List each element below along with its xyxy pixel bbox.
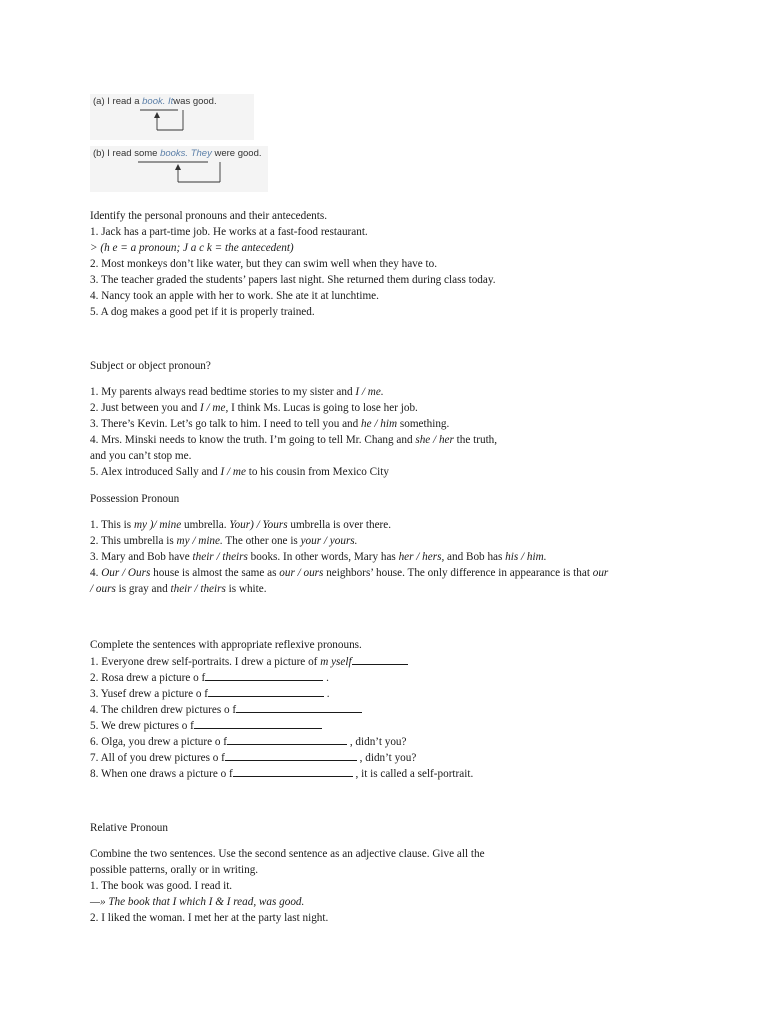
personal-question-5: 5. A dog makes a good pet if it is properly trained. bbox=[90, 306, 315, 318]
reflexive-question-1: 1. Everyone drew self-portraits. I drew a picture of m yself bbox=[90, 655, 408, 669]
answer-blank-3[interactable] bbox=[208, 687, 324, 697]
personal-example: > (h e = a pronoun; J a c k = the antecedent) bbox=[90, 242, 294, 254]
figure-a-pronoun: It bbox=[168, 96, 174, 107]
reflexive-question-4: 4. The children drew pictures o f bbox=[90, 703, 362, 717]
figure-a-sentence: (a) I read a book. Itwas good. bbox=[93, 96, 217, 107]
relative-heading: Relative Pronoun bbox=[90, 822, 168, 834]
reflexive-question-8: 8. When one draws a picture o f , it is called a self-portrait. bbox=[90, 768, 474, 780]
subject-object-question-5: 5. Alex introduced Sally and I / me to his cousin from Mexico City bbox=[90, 466, 389, 478]
figure-b-sentence: (b) I read some books. They were good. bbox=[93, 148, 262, 159]
possession-question-1: 1. This is my )/ mine umbrella. Your) / Yours umbrella is over there. bbox=[90, 519, 392, 531]
figure-a-label: (a) bbox=[93, 96, 105, 107]
relative-intro-1: Combine the two sentences. Use the second sentence as an adjective clause. Give all the bbox=[90, 848, 485, 860]
possession-question-3: 3. Mary and Bob have their / theirs books. In other words, Mary has her / hers, and Bob has his / him. bbox=[90, 551, 547, 563]
subject-object-question-4: 4. Mrs. Minski needs to know the truth. I’m going to tell Mr. Chang and she / her the truth, bbox=[90, 434, 498, 446]
figure-b-antecedent: books. bbox=[160, 148, 189, 159]
figure-a bbox=[90, 94, 254, 140]
relative-question-1: 1. The book was good. I read it. bbox=[90, 880, 233, 892]
possession-question-4-cont: / ours is gray and their / theirs is white. bbox=[90, 583, 267, 595]
answer-blank-2[interactable] bbox=[205, 671, 323, 681]
personal-question-3: 3. The teacher graded the students’ papers last night. She returned them during class today. bbox=[90, 274, 496, 286]
personal-question-1: 1. Jack has a part-time job. He works at a fast-food restaurant. bbox=[90, 226, 368, 238]
possession-question-4: 4. Our / Ours house is almost the same as our / ours neighbors’ house. The only difference in appearance is that our bbox=[90, 567, 609, 579]
answer-blank-6[interactable] bbox=[227, 735, 347, 745]
reflexive-answer-1: m yself bbox=[320, 656, 352, 668]
answer-blank-1[interactable] bbox=[352, 655, 408, 665]
reflexive-question-5: 5. We drew pictures o f bbox=[90, 719, 322, 733]
personal-heading: Identify the personal pronouns and their antecedents. bbox=[90, 210, 328, 222]
reflexive-question-2: 2. Rosa drew a picture o f . bbox=[90, 672, 329, 684]
answer-blank-4[interactable] bbox=[236, 703, 362, 713]
relative-answer-1: —» The book that I which I & I read, was good. bbox=[90, 896, 305, 908]
reflexive-question-3: 3. Yusef drew a picture o f . bbox=[90, 688, 330, 700]
possession-heading: Possession Pronoun bbox=[90, 493, 180, 505]
reflexive-question-6: 6. Olga, you drew a picture o f , didn’t you? bbox=[90, 736, 407, 748]
reflexive-question-7: 7. All of you drew pictures o f , didn’t you? bbox=[90, 752, 417, 764]
personal-question-2: 2. Most monkeys don’t like water, but they can swim well when they have to. bbox=[90, 258, 438, 270]
figure-b-pronoun: They bbox=[190, 148, 212, 159]
figure-b-arrow bbox=[90, 146, 268, 192]
answer-blank-7[interactable] bbox=[225, 751, 357, 761]
subject-object-question-1: 1. My parents always read bedtime stories to my sister and I / me. bbox=[90, 386, 384, 398]
subject-object-question-4-cont: and you can’t stop me. bbox=[90, 450, 192, 462]
subject-object-heading: Subject or object pronoun? bbox=[90, 360, 211, 372]
figure-a-arrow bbox=[90, 94, 254, 140]
subject-object-question-2: 2. Just between you and I / me, I think Ms. Lucas is going to lose her job. bbox=[90, 402, 418, 414]
subject-object-question-3: 3. There’s Kevin. Let’s go talk to him. I need to tell you and he / him something. bbox=[90, 418, 450, 430]
answer-blank-8[interactable] bbox=[233, 767, 353, 777]
relative-intro-2: possible patterns, orally or in writing. bbox=[90, 864, 259, 876]
figure-b bbox=[90, 146, 268, 192]
relative-question-2: 2. I liked the woman. I met her at the party last night. bbox=[90, 912, 329, 924]
figure-b-label: (b) bbox=[93, 148, 105, 159]
figure-a-antecedent: book. bbox=[142, 96, 166, 107]
answer-blank-5[interactable] bbox=[194, 719, 322, 729]
personal-question-4: 4. Nancy took an apple with her to work. She ate it at lunchtime. bbox=[90, 290, 379, 302]
possession-question-2: 2. This umbrella is my / mine. The other one is your / yours. bbox=[90, 535, 358, 547]
reflexive-heading: Complete the sentences with appropriate reflexive pronouns. bbox=[90, 639, 362, 651]
